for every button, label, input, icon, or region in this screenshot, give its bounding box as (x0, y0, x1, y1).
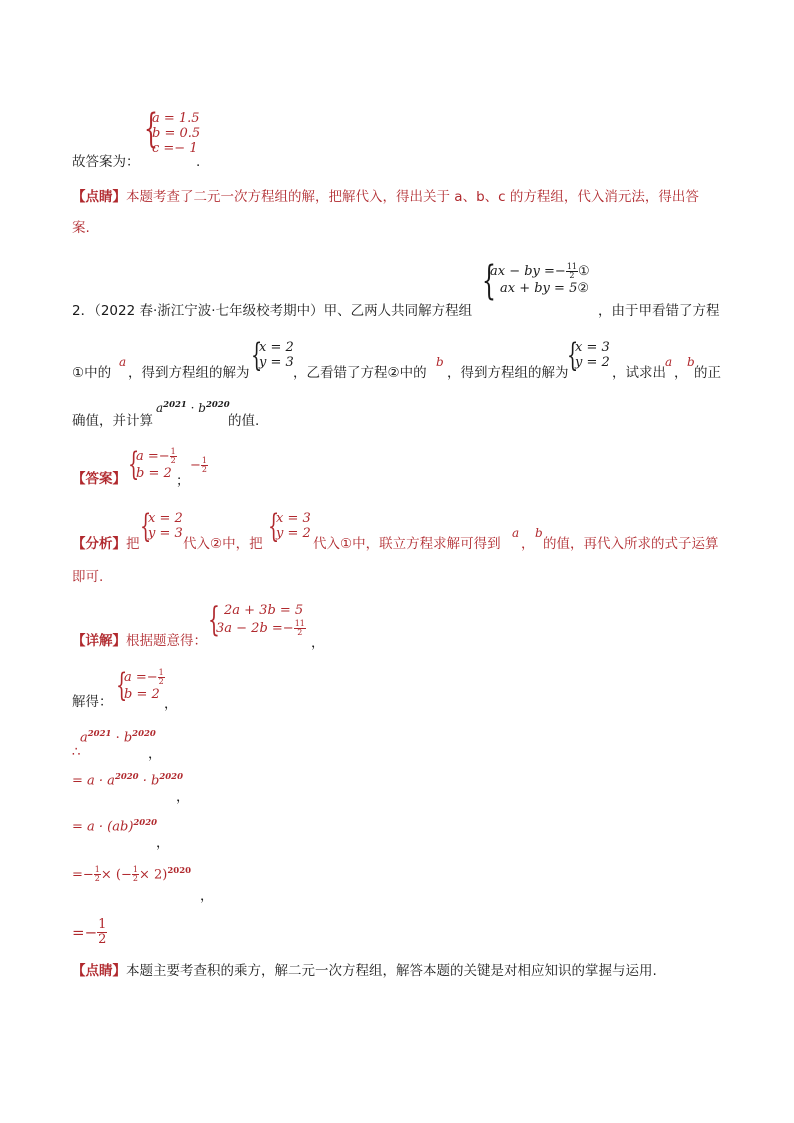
step-1: $a^{2021} \cdot b^{2020}$ (80, 729, 156, 746)
detail-eq2: 3a − 2b =− (216, 621, 294, 636)
analysis-t3: 代入①中，联立方程求解可得到 (313, 536, 501, 552)
eq-c: c =− 1 (152, 141, 198, 156)
answer-system: { a =− $\frac{1}{2}$ b = 2 (128, 445, 176, 483)
problem2-line2f: ， (674, 365, 688, 381)
eq1-marker: ① (578, 264, 590, 279)
var-b2: b (687, 355, 695, 369)
detail-eq1: 2a + 3b = 5 (224, 603, 304, 618)
problem2-line1-suffix: ，由于甲看错了方程 (598, 303, 720, 319)
problem2-line2e: ，试求出 (612, 365, 666, 381)
analysis-sys2: { x = 3 y = 2 (268, 507, 311, 545)
analysis-var-a: a (512, 526, 520, 540)
step-3-comma: ， (156, 835, 170, 851)
problem2-line3a: 确值，并计算 (72, 413, 153, 429)
answer-line-period: . (196, 154, 201, 170)
eq-b: b = 0.5 (152, 126, 201, 141)
eq1-text: ax − by =− (490, 264, 566, 279)
solA-y: y = 3 (259, 355, 294, 370)
problem2-line2a: ①中的 (72, 365, 112, 381)
therefore-symbol: ∴ (72, 744, 81, 760)
problem2-line2c: ，乙看错了方程②中的 (293, 365, 427, 381)
eq2-marker: ② (577, 281, 589, 296)
step-4: =− $\frac{1}{2}$ × (− $\frac{1}{2}$ × 2)$^{2020}$ (72, 865, 192, 884)
analysis-t5: 的值，再代入所求的式子运算 (543, 536, 719, 552)
step-2: = $a \cdot a^{2020} \cdot b^{2020}$ (72, 772, 183, 789)
step-4-comma: ， (200, 888, 214, 904)
solve-b: b = 2 (124, 687, 160, 702)
solB-y: y = 2 (575, 355, 610, 370)
solve-system: { a =− $\frac{1}{2}$ b = 2 (116, 666, 164, 704)
detail-system: { 2a + 3b = 5 3a − 2b =− $\frac{11}{2}$ (208, 600, 305, 640)
solution-a: { x = 2 y = 3 (251, 336, 294, 374)
analysis-t4: ， (521, 536, 535, 552)
step-2-comma: ， (176, 789, 190, 805)
dianjing-tag: 【点睛】 (72, 189, 126, 205)
detail-tag: 【详解】 (72, 633, 126, 649)
dianjing2-text: 本题主要考查积的乘方，解二元一次方程组，解答本题的关键是对相应知识的掌握与运用. (126, 963, 657, 979)
analysis-t2: 代入②中，把 (183, 536, 263, 552)
dianjing-1 (72, 188, 699, 206)
solB-x: x = 3 (575, 340, 610, 355)
step-5: =− $\frac{1}{2}$ (72, 917, 107, 947)
problem2-line1-prefix: 2．（2022 春·浙江宁波·七年级校考期中）甲、乙两人共同解方程组 (72, 303, 473, 319)
answer-system-abc: { a = 1.5 b = 0.5 c =− 1 (144, 106, 201, 156)
dianjing2-tag: 【点睛】 (72, 963, 126, 979)
step-1-comma: ， (148, 746, 162, 762)
problem2-line3b: 的值. (228, 413, 260, 429)
target-expression: $a^{2021} \cdot b^{2020}$ (156, 400, 230, 415)
answer-a: a =− (136, 449, 170, 464)
problem2-line2g: 的正 (694, 365, 721, 381)
step-3: = a · (ab)$^{2020}$ (72, 818, 158, 835)
var-a: a (119, 355, 127, 369)
solve-label: 解得： (72, 694, 113, 710)
answer-line-label: 故答案为： (72, 154, 140, 170)
answer-tag: 【答案】 (72, 471, 126, 487)
solve-a: a =− (124, 670, 158, 685)
answer-b: b = 2 (136, 466, 172, 481)
answer-value: − $\frac{1}{2}$ (190, 456, 207, 474)
dianjing-text-1: 本题考查了二元一次方程组的解，把解代入，得出关于 a、b、c 的方程组，代入消元法，得出答 (126, 189, 699, 205)
dianjing-text-1b: 案. (72, 220, 90, 236)
solution-b: { x = 3 y = 2 (567, 336, 610, 374)
answer-sep: ； (176, 473, 190, 489)
solve-comma: ， (164, 696, 178, 712)
detail-comma: ， (311, 635, 325, 651)
analysis-line1: 【分析】把 (72, 536, 140, 552)
var-a2: a (665, 355, 673, 369)
eq1-fraction: $\frac{11}{2}$ (566, 262, 578, 280)
analysis-var-b: b (535, 526, 543, 540)
analysis-sys1: { x = 2 y = 3 (140, 507, 183, 545)
analysis-t6: 即可. (72, 569, 104, 585)
problem2-line2d: ，得到方程组的解为 (447, 365, 569, 381)
problem-system: { ax − by =− $\frac{11}{2}$ ① ax + by = 5② (482, 258, 590, 304)
analysis-tag: 【分析】 (72, 536, 126, 552)
solA-x: x = 2 (259, 340, 294, 355)
eq2-text: ax + by = 5 (500, 281, 578, 296)
problem2-line2b: ，得到方程组的解为 (128, 365, 250, 381)
eq-a: a = 1.5 (152, 111, 200, 126)
dianjing-2 (72, 962, 657, 980)
var-b: b (436, 355, 444, 369)
detail-line: 【详解】根据题意得： (72, 633, 207, 649)
